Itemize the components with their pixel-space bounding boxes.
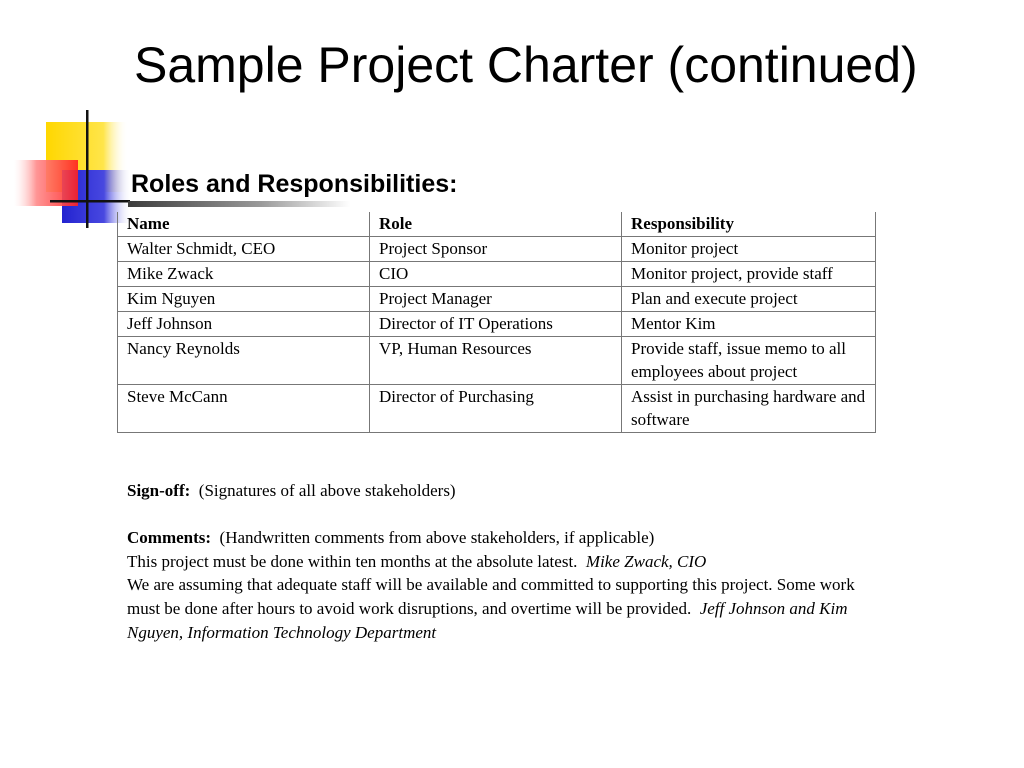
- comment-text: This project must be done within ten months at the absolute latest.: [127, 551, 578, 571]
- comments-text: (Handwritten comments from above stakeholders, if applicable): [219, 528, 655, 548]
- signoff-label: Sign-off:: [127, 481, 191, 500]
- roles-table: [117, 212, 876, 433]
- cell-role: Director of Purchasing: [370, 385, 622, 433]
- comment-entry: [127, 573, 887, 644]
- cell-role: Project Sponsor: [370, 237, 622, 262]
- table-row: [118, 312, 876, 337]
- table-row: [118, 287, 876, 312]
- table-row: [118, 262, 876, 287]
- cell-name: Kim Nguyen: [118, 287, 370, 312]
- cell-name: Jeff Johnson: [118, 312, 370, 337]
- comment-author: Jeff Johnson and Kim Nguyen, Information Technology Department: [127, 598, 848, 642]
- comment-text: We are assuming that adequate staff will be available and committed to supporting this project. Some work must be done after hours to avoid work disruptions, and overtime will be provided.: [127, 575, 855, 618]
- table-row: [118, 337, 876, 385]
- spacer: [127, 503, 887, 527]
- table-header-row: [118, 212, 876, 237]
- slide-title: Sample Project Charter (continued): [134, 37, 918, 93]
- cell-name: Nancy Reynolds: [118, 337, 370, 385]
- cell-name: Walter Schmidt, CEO: [118, 237, 370, 262]
- table-row: [118, 237, 876, 262]
- cell-responsibility: Mentor Kim: [622, 312, 876, 337]
- header-role: Role: [370, 212, 622, 237]
- table-row: [118, 385, 876, 433]
- cell-role: VP, Human Resources: [370, 337, 622, 385]
- charter-notes: [127, 479, 887, 644]
- cell-responsibility: Provide staff, issue memo to all employees about project: [622, 337, 876, 385]
- comment-entry: [127, 550, 887, 574]
- cell-responsibility: Assist in purchasing hardware and software: [622, 385, 876, 433]
- header-name: Name: [118, 212, 370, 237]
- cell-responsibility: Monitor project, provide staff: [622, 262, 876, 287]
- comment-author: Mike Zwack, CIO: [585, 551, 707, 571]
- signoff-text: (Signatures of all above stakeholders): [198, 481, 456, 500]
- cell-name: Steve McCann: [118, 385, 370, 433]
- cell-name: Mike Zwack: [118, 262, 370, 287]
- header-responsibility: Responsibility: [622, 212, 876, 237]
- heading-underline: [128, 201, 350, 207]
- cell-responsibility: Plan and execute project: [622, 287, 876, 312]
- comments-line: [127, 526, 887, 550]
- signoff-line: [127, 479, 887, 503]
- comments-label: Comments:: [127, 528, 212, 548]
- cell-responsibility: Monitor project: [622, 237, 876, 262]
- cell-role: Project Manager: [370, 287, 622, 312]
- section-heading: Roles and Responsibilities:: [131, 170, 458, 198]
- cell-role: CIO: [370, 262, 622, 287]
- decorative-squares-logo: [0, 0, 135, 240]
- cell-role: Director of IT Operations: [370, 312, 622, 337]
